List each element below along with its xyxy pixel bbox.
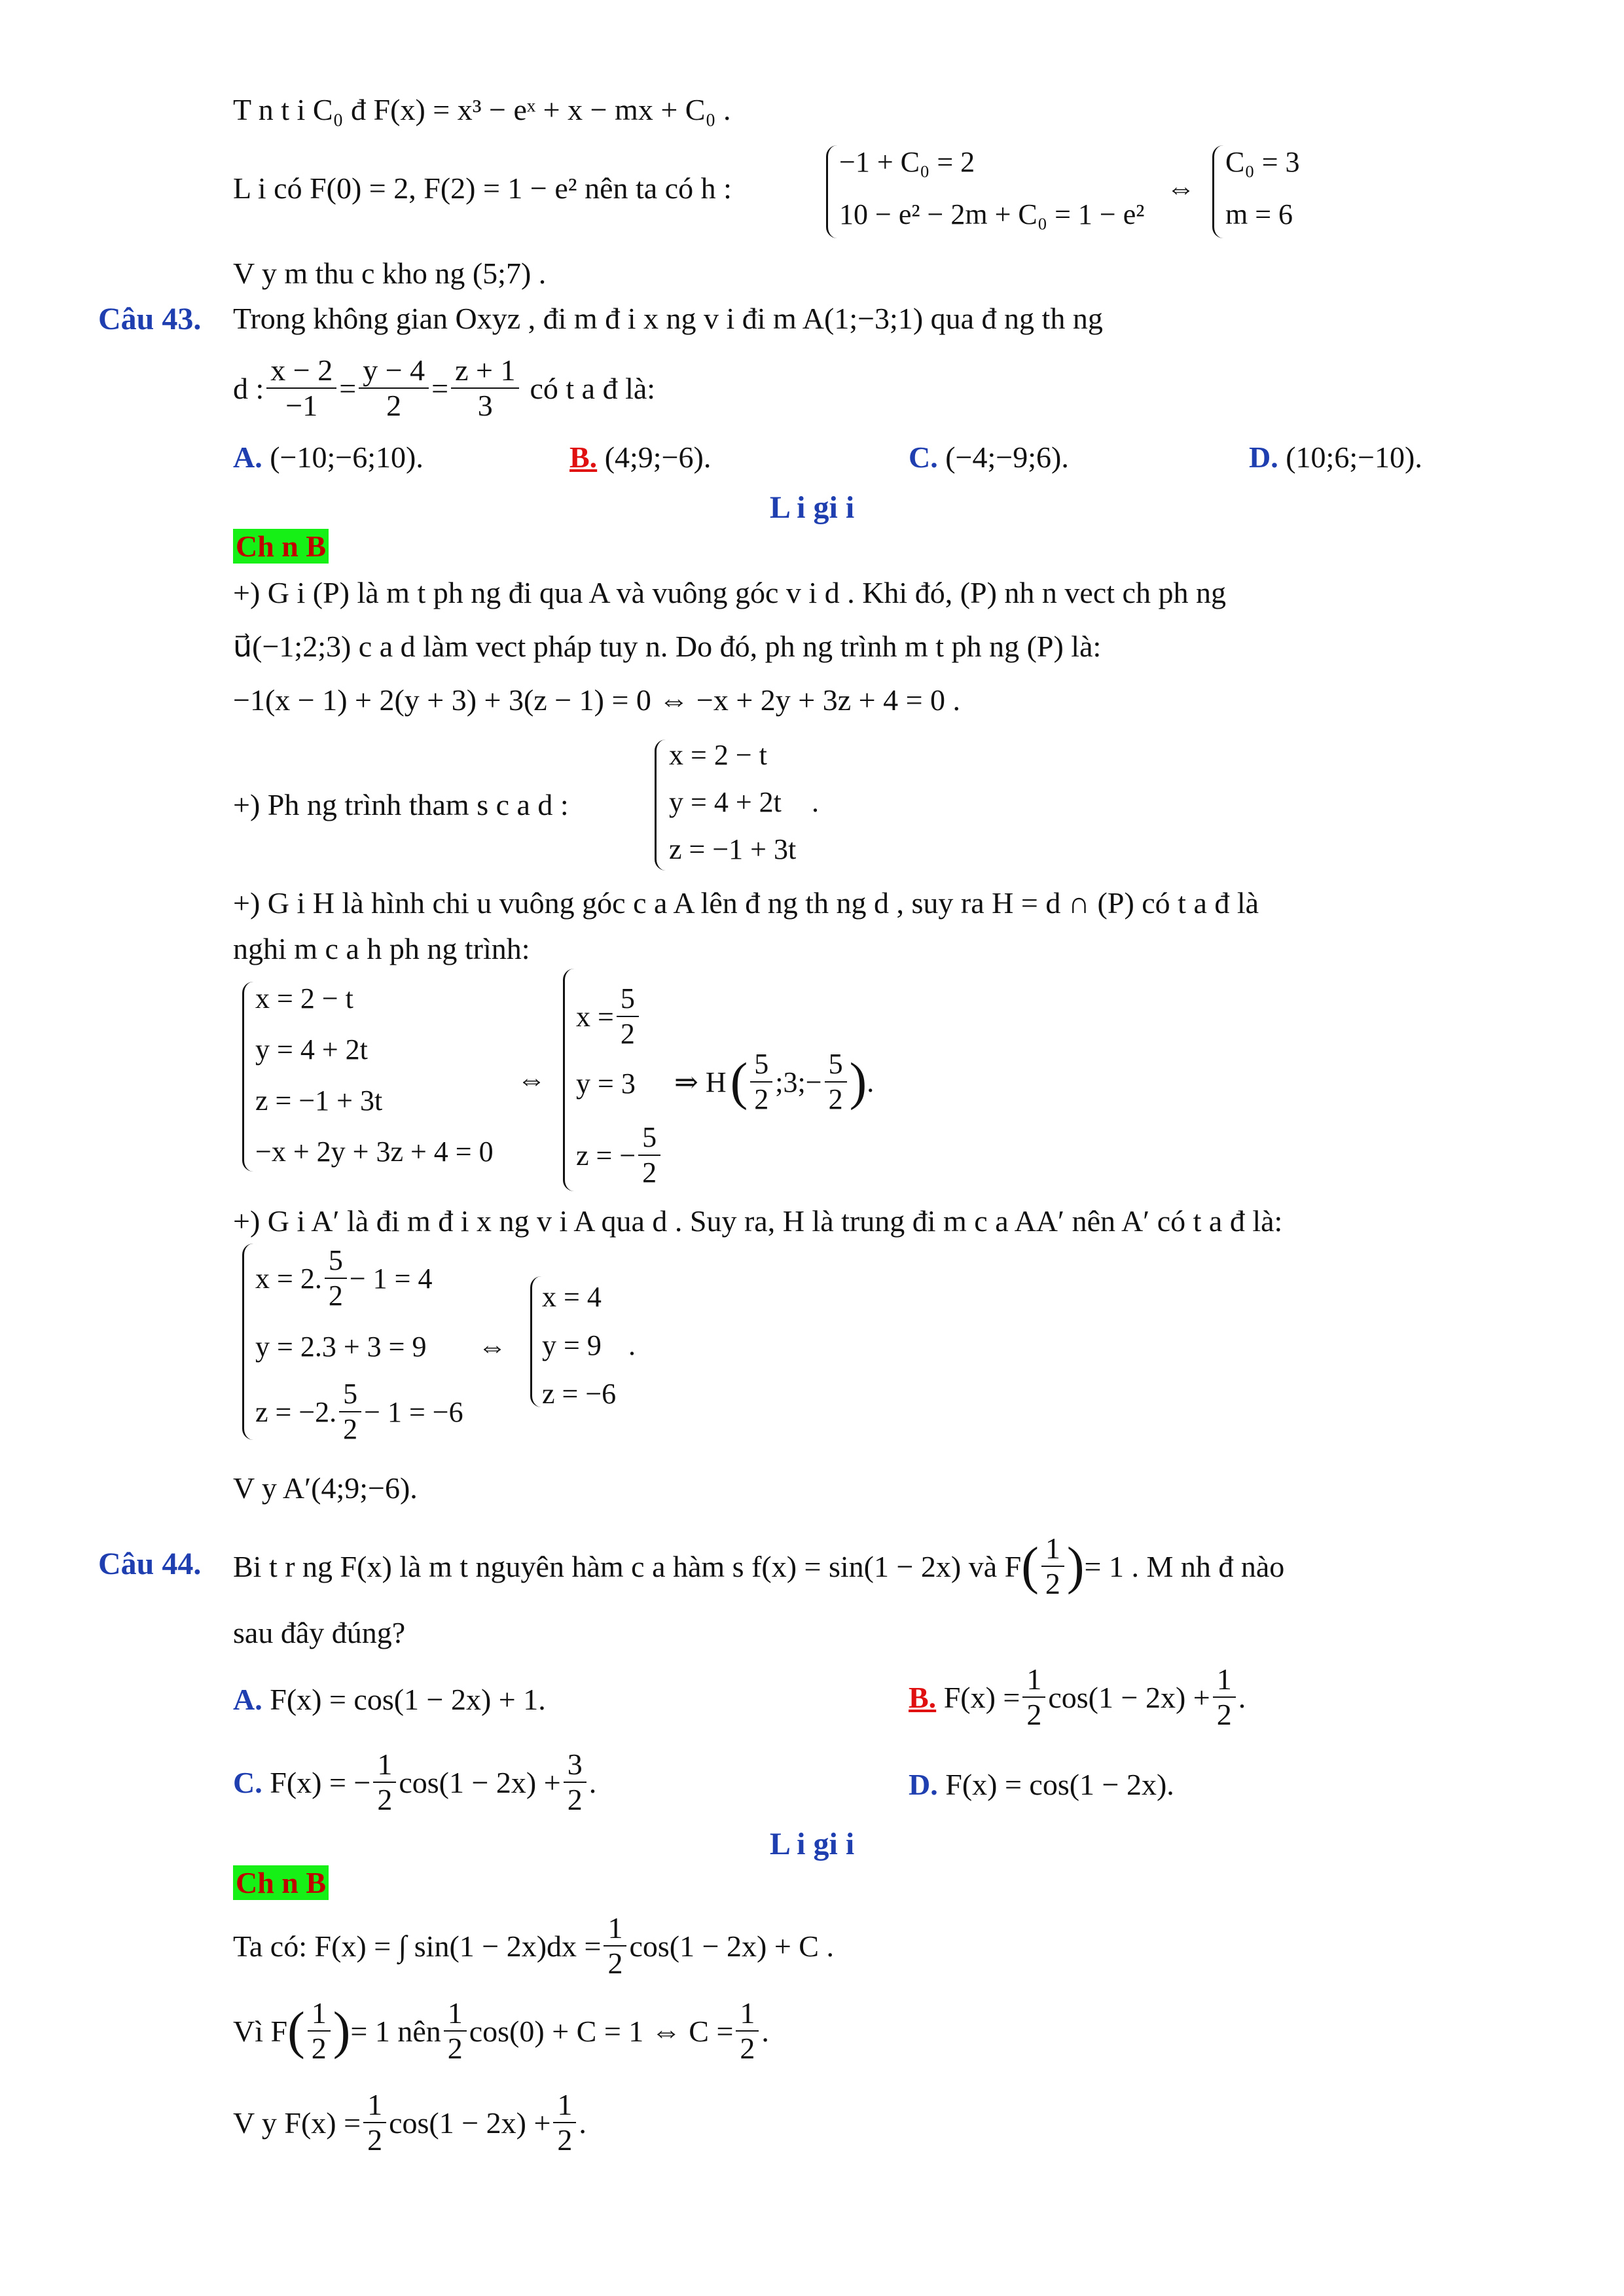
- text-line: nghi m c a h ph ng trình:: [233, 932, 530, 965]
- solution-line: V y F(x) = $\frac{1}{2}$ cos(1 − 2x) + $\frac{1}{2}$ .: [233, 2088, 586, 2157]
- equivalence-symbol: ⇔: [517, 1064, 546, 1096]
- text: có t a đ là:: [530, 371, 656, 405]
- equation: x = 2. $\frac{5}{2}$ − 1 = 4: [255, 1244, 433, 1312]
- equation: m = 6: [1225, 198, 1293, 230]
- text-line: T n t i C₀ đ F(x) = x³ − eˣ + x − mx + C₀ .: [233, 93, 731, 126]
- text-line: V y m thu c kho ng (5;7) .: [233, 257, 547, 290]
- question-text: Trong không gian Oxyz , đi m đ i x ng v i đi m A(1;−3;1) qua đ ng th ng: [233, 302, 1103, 335]
- equation: z = −1 + 3t: [669, 833, 797, 865]
- text-line: +) Ph ng trình tham s c a d :: [233, 788, 569, 821]
- equation: x = 2 − t: [255, 982, 353, 1014]
- text: .: [812, 786, 819, 818]
- equation: x = $\frac{5}{2}$: [576, 982, 641, 1051]
- equivalence-symbol: ⇔: [478, 1331, 507, 1363]
- option-b[interactable]: B. (4;9;−6).: [569, 440, 712, 474]
- text-line: L i có F(0) = 2, F(2) = 1 − e² nên ta có h :: [233, 171, 732, 205]
- system-brace: [242, 1244, 253, 1440]
- option-d[interactable]: D. (10;6;−10).: [1249, 440, 1422, 474]
- question-number: Câu 43.: [98, 302, 202, 336]
- equation: 10 − e² − 2m + C₀ = 1 − e²: [839, 198, 1145, 230]
- fraction: $\frac{y - 4}{2}$: [359, 353, 429, 423]
- text-line: +) G i (P) là m t ph ng đi qua A và vuông góc v i d . Khi đó, (P) nh n vect ch ph ng: [233, 576, 1226, 609]
- solution-heading: L i gi i: [769, 1827, 855, 1861]
- system-brace: [655, 740, 666, 870]
- fraction: $\frac{z + 1}{3}$: [451, 353, 519, 423]
- equation: z = −6: [542, 1378, 617, 1410]
- system-brace: [563, 969, 574, 1191]
- equation: −1 + C₀ = 2: [839, 146, 975, 178]
- point-h: ⇒ H ( $\frac{5}{2}$ ;3;− $\frac{5}{2}$ ) .: [674, 1048, 875, 1115]
- answer-tag: Ch n B: [233, 529, 329, 564]
- option-b[interactable]: B. F(x) = $\frac{1}{2}$ cos(1 − 2x) + $\frac{1}{2}$ .: [909, 1662, 1246, 1731]
- option-d[interactable]: D. F(x) = cos(1 − 2x).: [909, 1768, 1174, 1801]
- line-equation: [233, 353, 655, 423]
- question-text: sau đây đúng?: [233, 1616, 406, 1649]
- equation: z = − $\frac{5}{2}$: [576, 1121, 663, 1190]
- text: .: [628, 1329, 636, 1361]
- equation: z = −1 + 3t: [255, 1085, 383, 1117]
- text-line: −1(x − 1) + 2(y + 3) + 3(z − 1) = 0 ⇔ −x + 2y + 3z + 4 = 0 .: [233, 683, 961, 717]
- solution-line: Vì F ( $\frac{1}{2}$ ) = 1 nên $\frac{1}{2}$ cos(0) + C = 1 ⇔ C = $\frac{1}{2}$ .: [233, 1996, 769, 2065]
- question-number: Câu 44.: [98, 1547, 202, 1581]
- option-c[interactable]: C. (−4;−9;6).: [909, 440, 1069, 474]
- text: d :: [233, 371, 264, 405]
- equation: y = 4 + 2t: [669, 786, 782, 818]
- equation: y = 4 + 2t: [255, 1033, 368, 1066]
- system-brace: [242, 982, 253, 1172]
- equation: y = 2.3 + 3 = 9: [255, 1331, 427, 1363]
- question-text: Bi t r ng F(x) là m t nguyên hàm c a hàm s f(x) = sin(1 − 2x) và F ( $\frac{1}{2}$ ) = 1 . M nh đ nào: [233, 1532, 1285, 1600]
- fraction: $\frac{x - 2}{-1}$: [266, 353, 336, 423]
- option-c[interactable]: C. F(x) = − $\frac{1}{2}$ cos(1 − 2x) + $\frac{3}{2}$ .: [233, 1748, 597, 1816]
- answer-tag: Ch n B: [233, 1865, 329, 1900]
- solution-line: Ta có: F(x) = ∫ sin(1 − 2x)dx = $\frac{1}{2}$ cos(1 − 2x) + C .: [233, 1911, 834, 1980]
- text-line: +) G i A′ là đi m đ i x ng v i A qua d . Suy ra, H là trung đi m c a AA′ nên A′ có t a đ là:: [233, 1204, 1283, 1238]
- text-line: u⃗(−1;2;3) c a d làm vect pháp tuy n. Do đó, ph ng trình m t ph ng (P) là:: [233, 630, 1102, 663]
- equation: y = 3: [576, 1067, 636, 1100]
- text: =: [339, 371, 357, 405]
- equation: C₀ = 3: [1225, 146, 1300, 178]
- option-a[interactable]: A. (−10;−6;10).: [233, 440, 424, 474]
- equation: x = 4: [542, 1281, 602, 1313]
- equivalence-symbol: ⇔: [1166, 172, 1195, 204]
- equation: x = 2 − t: [669, 739, 767, 771]
- text-line: V y A′(4;9;−6).: [233, 1471, 418, 1505]
- equation: y = 9: [542, 1329, 602, 1361]
- solution-heading: L i gi i: [769, 490, 855, 525]
- system-brace: [1212, 145, 1223, 238]
- text-line: +) G i H là hình chi u vuông góc c a A lên đ ng th ng d , suy ra H = d ∩ (P) có t a đ là: [233, 886, 1259, 920]
- option-a[interactable]: A. F(x) = cos(1 − 2x) + 1.: [233, 1683, 546, 1716]
- system-brace: [530, 1276, 541, 1407]
- equation: −x + 2y + 3z + 4 = 0: [255, 1136, 494, 1168]
- text: =: [431, 371, 449, 405]
- system-brace: [826, 145, 837, 238]
- equation: z = −2. $\frac{5}{2}$ − 1 = −6: [255, 1378, 463, 1445]
